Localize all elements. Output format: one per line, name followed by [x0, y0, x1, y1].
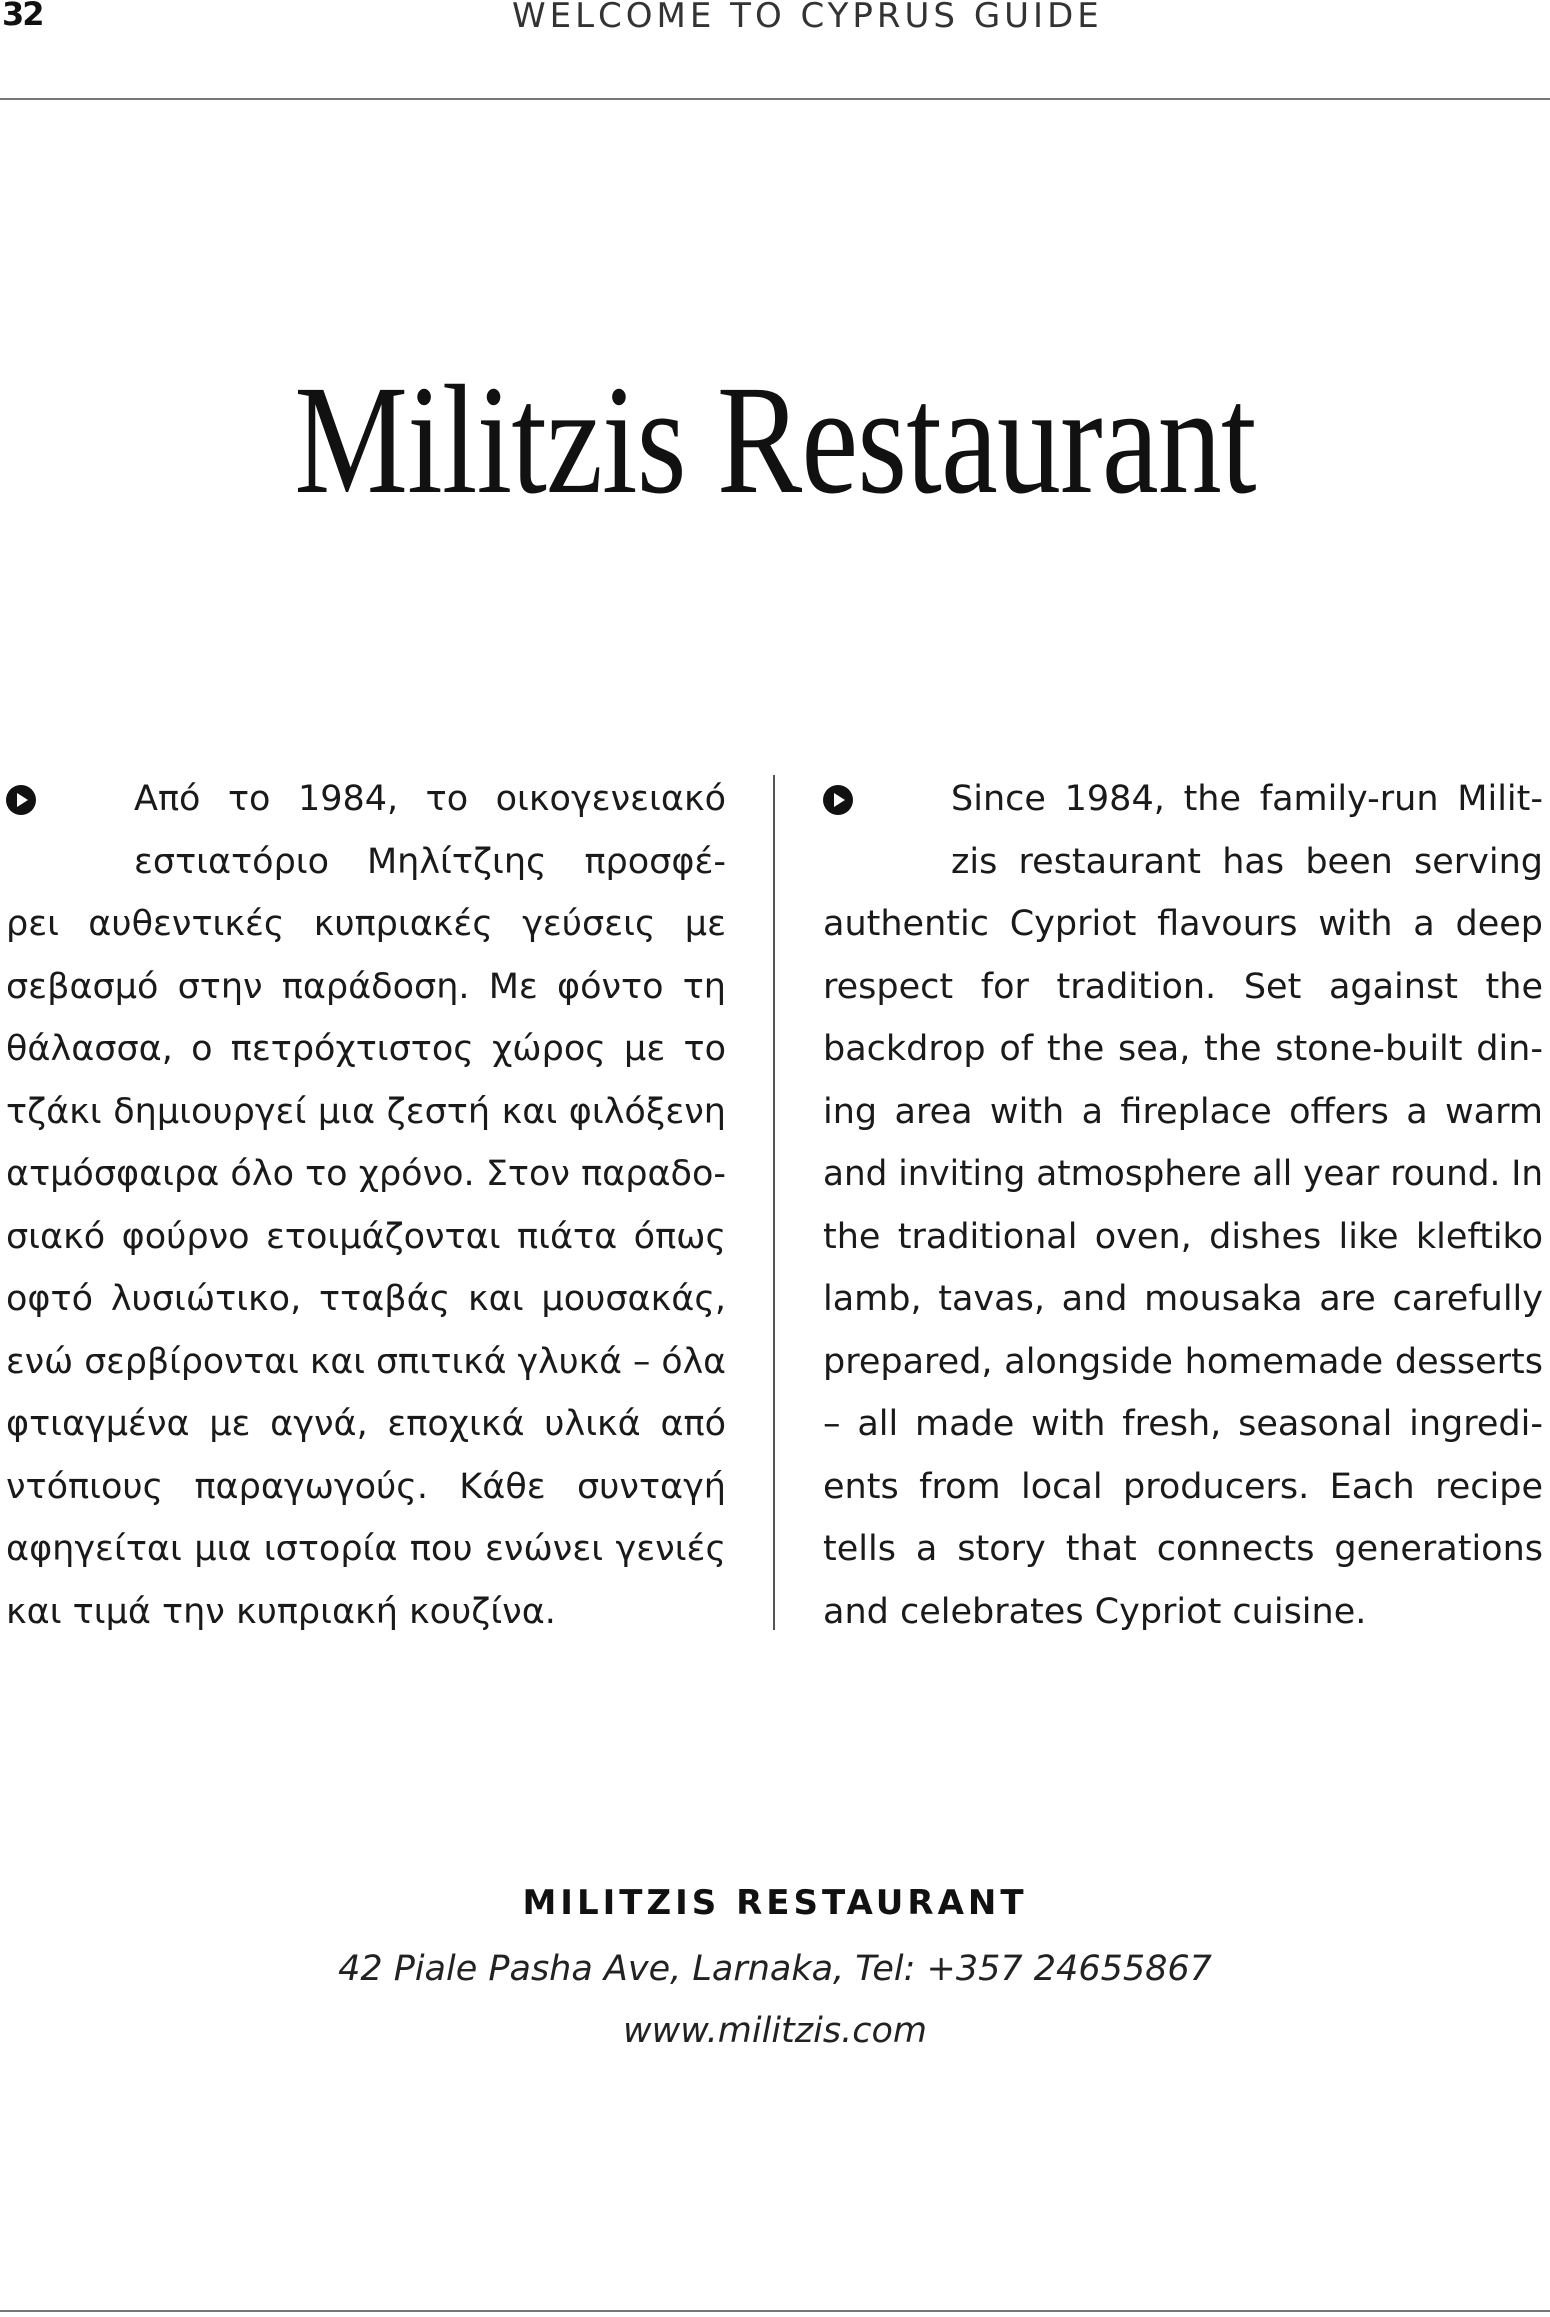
paragraph-line: the traditional oven, dishes like kleftiko: [823, 1216, 1543, 1257]
paragraph-line: σιακό φούρνο ετοιμάζονται πιάτα όπως: [6, 1216, 726, 1257]
paragraph-line: ατμόσφαιρα όλο το χρόνο. Στον παραδο-: [6, 1154, 726, 1194]
paragraph-line: σεβασμό στην παράδοση. Με φόντο τη: [6, 966, 726, 1007]
paragraph-line: αφηγείται μια ιστορία που ενώνει γενιές: [6, 1529, 726, 1569]
page-number: 32: [2, 0, 43, 33]
paragraph-line: τζάκι δημιουργεί μια ζεστή και φιλόξενη: [6, 1091, 726, 1132]
paragraph-line: authentic Cypriot flavours with a deep: [823, 904, 1543, 944]
paragraph-line: Since 1984, the family-run Milit-: [951, 779, 1543, 819]
restaurant-website[interactable]: www.militzis.com: [623, 2011, 927, 2051]
paragraph-line: – all made with fresh, seasonal ingredi-: [823, 1404, 1543, 1444]
paragraph-line: backdrop of the sea, the stone-built din-: [823, 1029, 1543, 1069]
paragraph-line: respect for tradition. Set against the: [823, 966, 1543, 1007]
paragraph-line: ρει αυθεντικές κυπριακές γεύσεις με: [6, 904, 726, 944]
paragraph-line: ενώ σερβίρονται και σπιτικά γλυκά – όλα: [6, 1341, 726, 1382]
paragraph-line: Από το 1984, το οικογενειακό: [134, 779, 726, 819]
header-divider: [0, 98, 1550, 100]
paragraph-line: and inviting atmosphere all year round. In: [823, 1154, 1544, 1194]
paragraph-line: ents from local producers. Each recipe: [823, 1466, 1543, 1507]
paragraph-line: lamb, tavas, and mousaka are carefully: [823, 1279, 1543, 1319]
paragraph-line: ντόπιους παραγωγούς. Κάθε συνταγή: [6, 1466, 726, 1507]
paragraph-line: tells a story that connects generations: [823, 1529, 1543, 1569]
english-text-column: [823, 768, 1543, 1643]
column-divider: [773, 775, 775, 1630]
paragraph-line: φτιαγμένα με αγνά, εποχικά υλικά από: [6, 1404, 726, 1444]
paragraph-line: οφτό λυσιώτικο, τταβάς και μουσακάς,: [6, 1279, 726, 1319]
paragraph-line: θάλασσα, ο πετρόχτιστος χώρος με το: [6, 1029, 726, 1069]
paragraph-line: zis restaurant has been serving: [951, 841, 1543, 882]
article-title: Militzis Restaurant: [294, 353, 1256, 526]
paragraph-line: prepared, alongside homemade desserts: [823, 1341, 1543, 1382]
greek-text-column: [6, 768, 726, 1643]
restaurant-address: 42 Piale Pasha Ave, Larnaka, Tel: +357 24655867: [338, 1949, 1212, 1989]
paragraph-line: ing area with a fireplace offers a warm: [823, 1091, 1543, 1132]
paragraph-line: and celebrates Cypriot cuisine.: [823, 1591, 1367, 1632]
footer-divider: [0, 2310, 1550, 2312]
running-header-title: WELCOME TO CYPRUS GUIDE: [512, 0, 1103, 36]
paragraph-line: και τιμά την κυπριακή κουζίνα.: [6, 1591, 556, 1632]
paragraph-line: εστιατόριο Μηλίτζιης προσφέ-: [134, 841, 726, 882]
restaurant-name: MILITZIS RESTAURANT: [522, 1883, 1028, 1923]
